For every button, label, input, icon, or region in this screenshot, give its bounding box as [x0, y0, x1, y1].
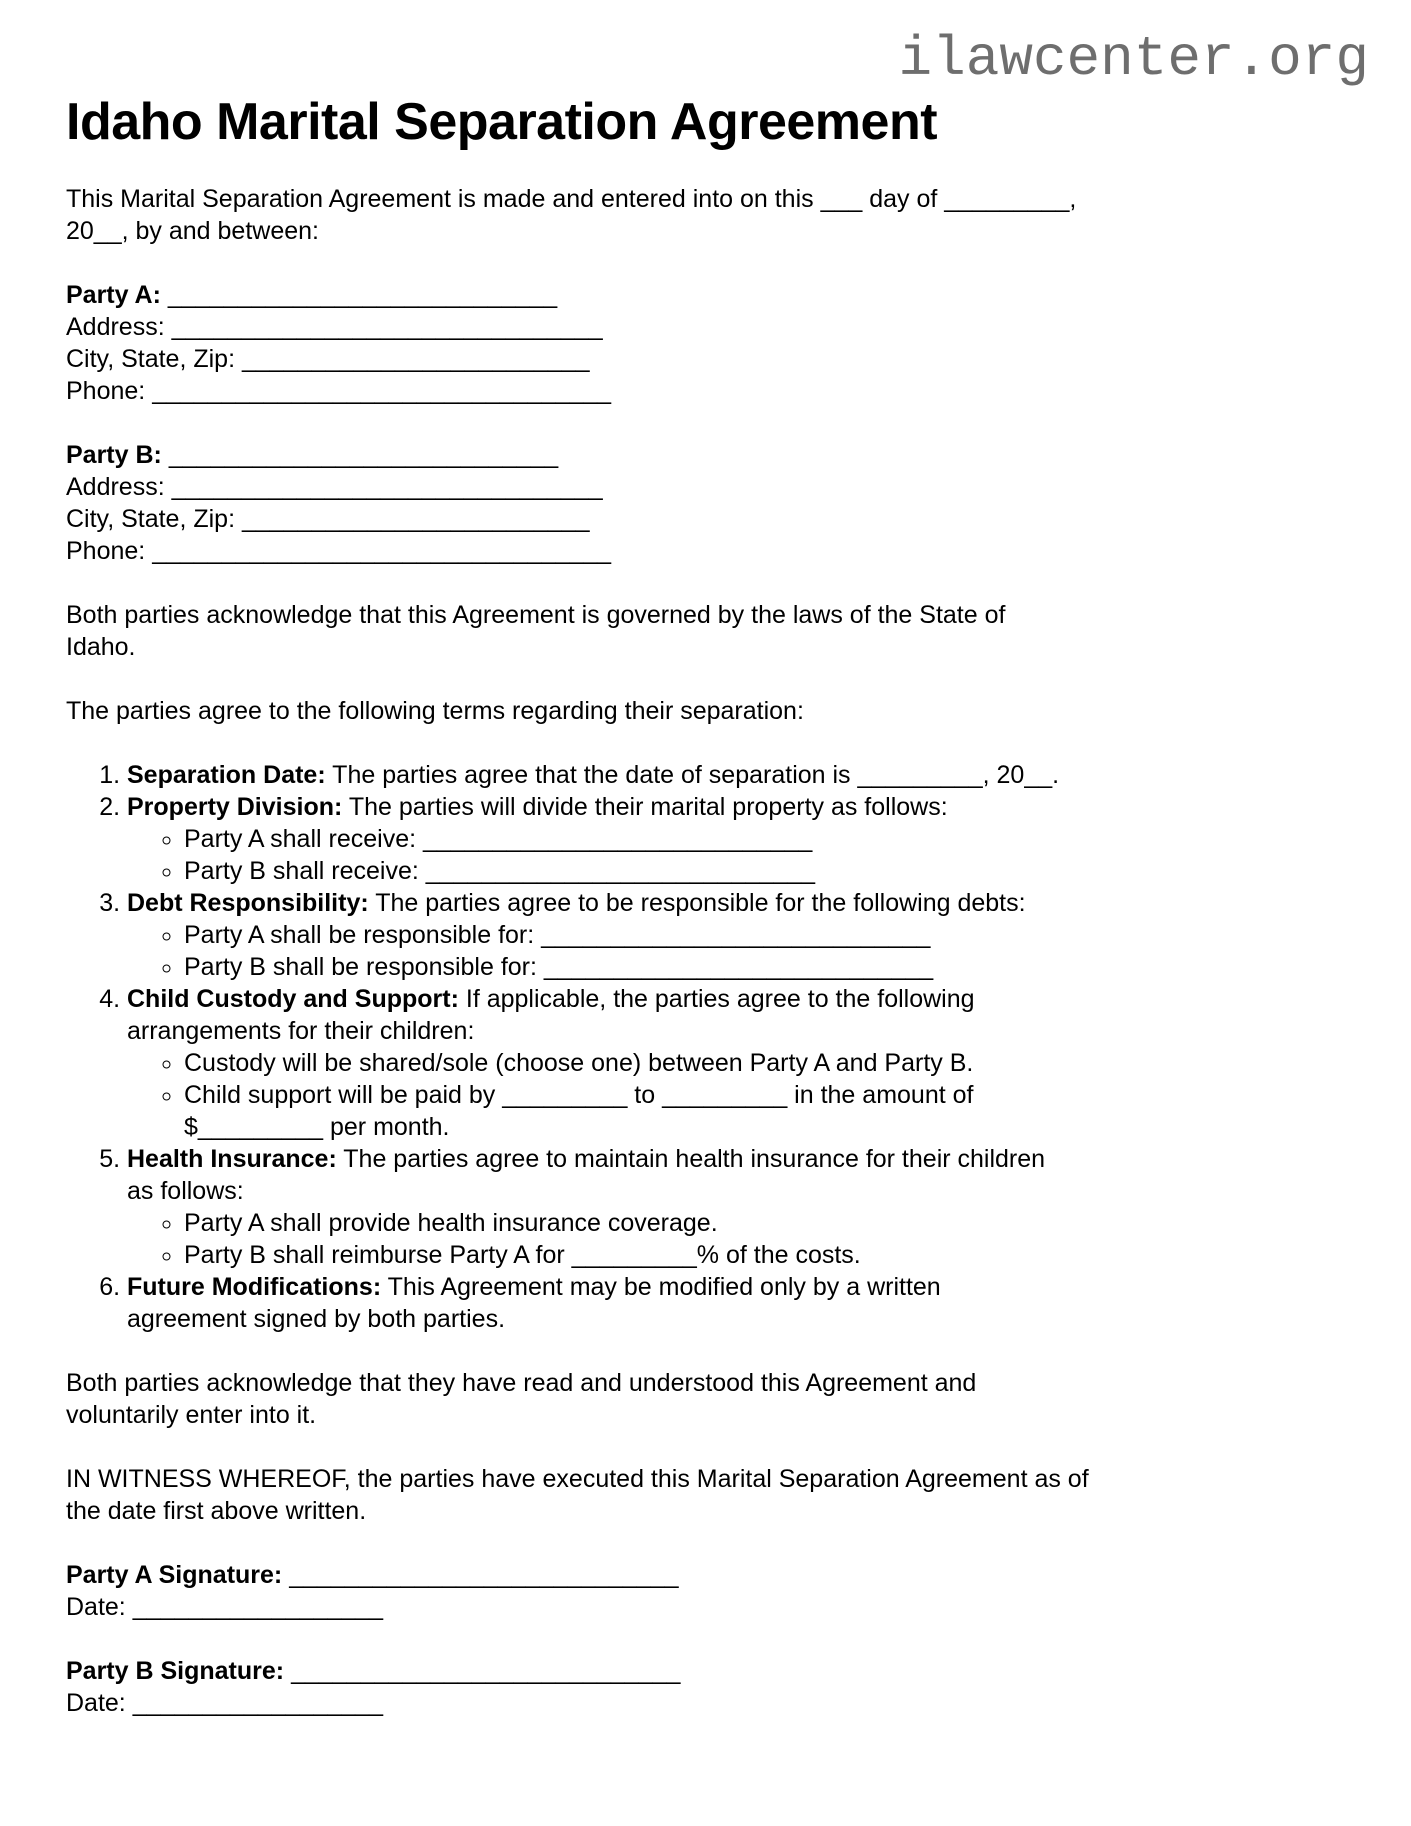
party-a-signature-block [66, 1559, 1345, 1623]
witness-line-2: the date first above written. [66, 1497, 367, 1526]
property-division-bullets [127, 823, 1345, 887]
term-property-division [127, 791, 1345, 887]
child-custody-bullets [127, 1047, 1345, 1143]
party-a-label: Party A: [66, 281, 161, 310]
term-health-insurance-label: Health Insurance: [127, 1145, 337, 1174]
party-a-date-label: Date: [66, 1593, 126, 1622]
term-health-insurance-text-2: as follows: [127, 1177, 244, 1206]
term-separation-date [127, 759, 1345, 791]
party-b-signature-label: Party B Signature: [66, 1657, 285, 1686]
health-insurance-bullets [127, 1207, 1345, 1271]
party-b-date-blank: __________________ [132, 1689, 383, 1718]
party-b-phone-label: Phone: [66, 537, 146, 566]
party-b-name-blank: ____________________________ [168, 441, 559, 470]
party-a-city-label: City, State, Zip: [66, 345, 236, 374]
term-separation-date-label: Separation Date: [127, 761, 326, 790]
bullet-party-a-insurance: ◦ Party A shall provide health insurance coverage. [184, 1207, 1345, 1239]
governing-law-line-1: Both parties acknowledge that this Agreement is governed by the laws of the State of [66, 601, 1006, 630]
bullet-child-support-line-1: Child support will be paid by _________ to _________ in the amount of [184, 1081, 974, 1110]
bullet-party-a-responsible: ◦ Party A shall be responsible for: ____________________________ [184, 919, 1345, 951]
party-b-phone-blank: _________________________________ [152, 537, 612, 566]
party-a-block [66, 279, 1345, 407]
party-b-phone-line [66, 535, 1345, 567]
term-child-custody [127, 983, 1345, 1143]
acknowledgment-line-1: Both parties acknowledge that they have read and understood this Agreement and [66, 1369, 977, 1398]
acknowledgment-line-2: voluntarily enter into it. [66, 1401, 317, 1430]
party-a-phone-line [66, 375, 1345, 407]
party-a-address-line [66, 311, 1345, 343]
party-b-signature-blank: ____________________________ [291, 1657, 681, 1686]
acknowledgment-paragraph [66, 1367, 1345, 1431]
governing-law-paragraph [66, 599, 1345, 663]
term-future-modifications [127, 1271, 1345, 1335]
term-child-custody-text-1: If applicable, the parties agree to the following [465, 985, 975, 1014]
party-a-signature-blank: ____________________________ [289, 1561, 679, 1590]
term-separation-date-text: The parties agree that the date of separation is _________, 20__. [332, 761, 1060, 790]
party-a-city-blank: _________________________ [241, 345, 590, 374]
party-b-address-line [66, 471, 1345, 503]
party-a-signature-line [66, 1559, 1345, 1591]
terms-intro-paragraph: The parties agree to the following terms regarding their separation: [66, 697, 804, 726]
document-page [66, 27, 1369, 1719]
bullet-child-support-line-2: $_________ per month. [184, 1113, 450, 1142]
witness-paragraph [66, 1463, 1345, 1527]
watermark-ilawcenter: ilawcenter.org [898, 27, 1369, 91]
party-a-address-label: Address: [66, 313, 165, 342]
witness-line-1: IN WITNESS WHEREOF, the parties have executed this Marital Separation Agreement as of [66, 1465, 1089, 1494]
bullet-party-a-receive: ◦ Party A shall receive: ____________________________ [184, 823, 1345, 855]
party-b-signature-block [66, 1655, 1345, 1719]
party-b-city-line [66, 503, 1345, 535]
term-debt-responsibility-label: Debt Responsibility: [127, 889, 369, 918]
party-b-date-line [66, 1687, 1345, 1719]
party-b-block [66, 439, 1345, 567]
party-a-city-line [66, 343, 1345, 375]
party-b-city-label: City, State, Zip: [66, 505, 236, 534]
governing-law-line-2: Idaho. [66, 633, 136, 662]
term-health-insurance [127, 1143, 1345, 1271]
party-b-address-label: Address: [66, 473, 165, 502]
party-b-city-blank: _________________________ [241, 505, 590, 534]
bullet-party-b-reimburse: ◦ Party B shall reimburse Party A for _________% of the costs. [184, 1239, 1345, 1271]
party-b-date-label: Date: [66, 1689, 126, 1718]
intro-line-1: This Marital Separation Agreement is made and entered into on this ___ day of _________, [66, 185, 1077, 214]
terms-list [66, 759, 1345, 1335]
term-health-insurance-text-1: The parties agree to maintain health insurance for their children [343, 1145, 1046, 1174]
bullet-custody-shared: ◦ Custody will be shared/sole (choose one) between Party A and Party B. [184, 1047, 1345, 1079]
term-future-modifications-label: Future Modifications: [127, 1273, 382, 1302]
term-future-modifications-text-2: agreement signed by both parties. [127, 1305, 506, 1334]
bullet-child-support [184, 1079, 1345, 1143]
term-future-modifications-text-1: This Agreement may be modified only by a written [387, 1273, 941, 1302]
intro-paragraph [66, 183, 1345, 247]
term-property-division-text: The parties will divide their marital property as follows: [348, 793, 948, 822]
party-a-date-blank: __________________ [132, 1593, 383, 1622]
party-a-name-line [66, 279, 1345, 311]
term-child-custody-label: Child Custody and Support: [127, 985, 459, 1014]
party-a-phone-label: Phone: [66, 377, 146, 406]
bullet-party-b-receive: ◦ Party B shall receive: ____________________________ [184, 855, 1345, 887]
party-a-name-blank: ____________________________ [167, 281, 558, 310]
party-a-phone-blank: _________________________________ [152, 377, 612, 406]
party-b-signature-line [66, 1655, 1345, 1687]
party-b-address-blank: _______________________________ [171, 473, 603, 502]
party-b-name-line [66, 439, 1345, 471]
term-debt-responsibility [127, 887, 1345, 983]
debt-responsibility-bullets [127, 919, 1345, 983]
page-title: Idaho Marital Separation Agreement [66, 92, 938, 151]
party-a-signature-label: Party A Signature: [66, 1561, 283, 1590]
term-property-division-label: Property Division: [127, 793, 343, 822]
bullet-party-b-responsible: ◦ Party B shall be responsible for: ____________________________ [184, 951, 1345, 983]
intro-line-2: 20__, by and between: [66, 217, 319, 246]
party-a-address-blank: _______________________________ [171, 313, 603, 342]
term-debt-responsibility-text: The parties agree to be responsible for the following debts: [375, 889, 1026, 918]
party-a-date-line [66, 1591, 1345, 1623]
party-b-label: Party B: [66, 441, 162, 470]
term-child-custody-text-2: arrangements for their children: [127, 1017, 475, 1046]
